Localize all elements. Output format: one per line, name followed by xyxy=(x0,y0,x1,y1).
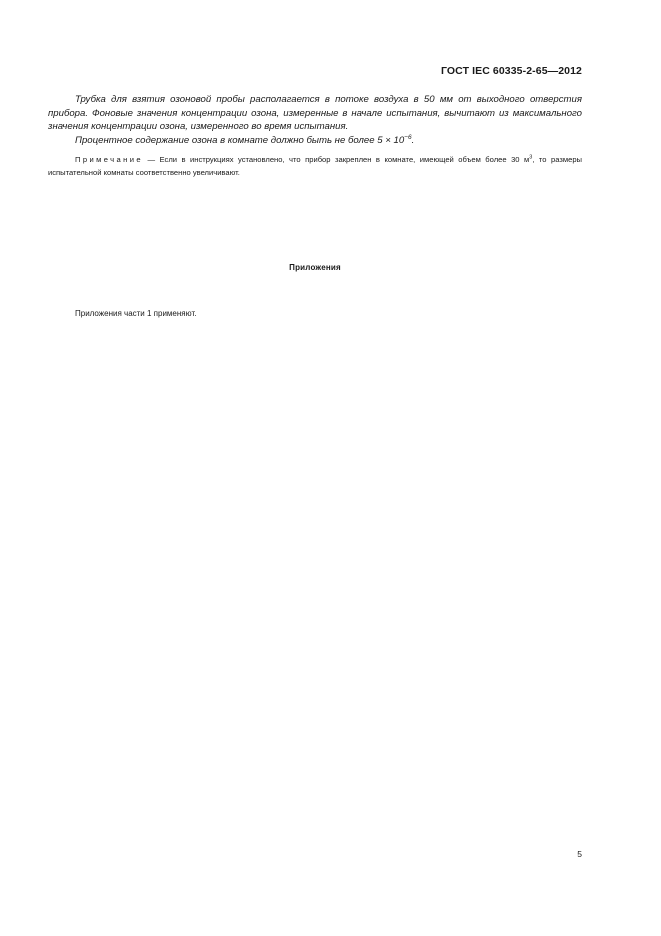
note-label: Примечание xyxy=(75,155,143,164)
ozone-limit-paragraph xyxy=(48,134,582,148)
note-superscript: 3 xyxy=(529,154,533,161)
ozone-sampling-paragraph: Трубка для взятия озоновой пробы располагается в потоке воздуха в 50 мм от выходного отверстия прибора. Фоновые значения концентрации озона, измеренные в начале испытания, вычитают из максимального значения концентрации озона, измеренного во время испытания. xyxy=(48,94,582,133)
appendix-title: Приложения xyxy=(289,263,341,272)
page-number: 5 xyxy=(577,849,582,859)
ozone-limit-exponent: −6 xyxy=(404,133,412,141)
ozone-limit-text: Процентное содержание озона в комнате должно быть не более 5 × 10 xyxy=(75,134,405,146)
note-paragraph xyxy=(48,153,582,179)
appendix-text: Приложения части 1 применяют. xyxy=(75,309,197,318)
test-method-text xyxy=(48,93,582,147)
note-text-end: , то размеры испытательной комнаты соответственно увеличивают. xyxy=(48,155,582,177)
ozone-limit-end: . xyxy=(411,134,415,146)
note-text-start: — Если в инструкциях установлено, что прибор закреплен в комнате, имеющей объем более 30 м xyxy=(142,155,530,164)
document-header: ГОСТ IEC 60335-2-65—2012 xyxy=(440,65,582,77)
